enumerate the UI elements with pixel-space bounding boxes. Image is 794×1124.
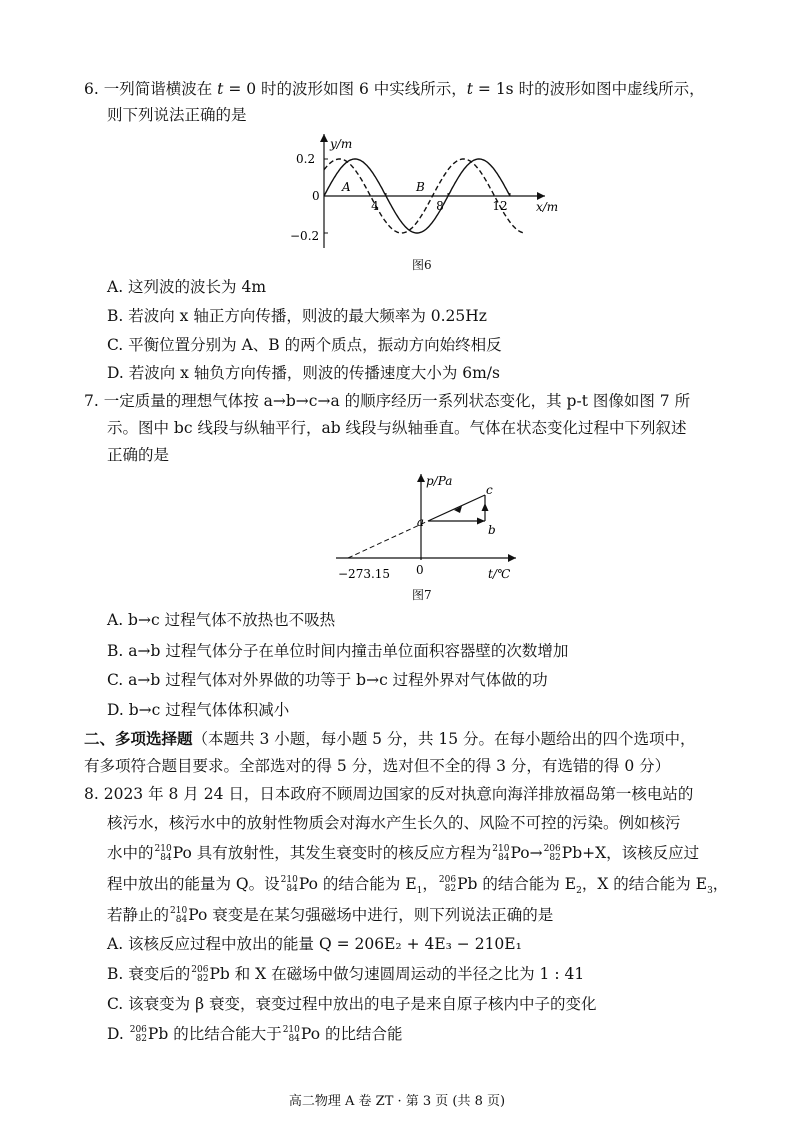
q7-option-c: C. a→b 过程气体对外界做的功等于 b→c 过程外界对气体做的功 bbox=[107, 671, 548, 689]
section-2-instructions: 有多项符合题目要求。全部选对的得 5 分，选对但不全的得 3 分，有选错的得 0 分） bbox=[84, 757, 671, 775]
q6-stem-line2: 则下列说法正确的是 bbox=[107, 106, 247, 124]
q7-option-a: A. b→c 过程气体不放热也不吸热 bbox=[107, 611, 336, 629]
point-label-c: c bbox=[486, 483, 493, 497]
po-nuclide-notation: 210 84 bbox=[282, 1025, 300, 1044]
q8-stem-line1: 8. 2023 年 8 月 24 日，日本政府不顾周边国家的反对执意向海洋排放福岛第一核电站的 bbox=[84, 785, 694, 803]
point-label-a: A bbox=[342, 180, 351, 194]
point-label-b: B bbox=[416, 180, 425, 194]
q7-stem-line2: 示。图中 bc 线段与纵轴平行，ab 线段与纵轴垂直。气体在状态变化过程中下列叙述 bbox=[107, 419, 687, 437]
q7-stem-line3: 正确的是 bbox=[107, 446, 170, 464]
q7-stem-line1: 7. 一定质量的理想气体按 a→b→c→a 的顺序经历一系列状态变化，其 p-t 图像如图 7 所 bbox=[84, 392, 691, 410]
x-tick-label: 4 bbox=[371, 199, 379, 213]
wave-axes bbox=[320, 134, 545, 248]
x-axis-label: t/℃ bbox=[488, 567, 511, 581]
page-footer: 高二物理 A 卷 ZT · 第 3 页 (共 8 页) bbox=[288, 1094, 506, 1109]
po-nuclide-notation: 210 84 bbox=[492, 844, 510, 863]
pb-nuclide-notation: 206 82 bbox=[438, 875, 457, 894]
x-tick-label: 12 bbox=[492, 199, 508, 213]
po-nuclide-notation: 210 84 bbox=[170, 906, 188, 925]
y-axis-label: y/m bbox=[330, 137, 353, 151]
x-axis-arrow-icon bbox=[537, 192, 545, 200]
y-tick-label: 0 bbox=[312, 189, 320, 203]
x-axis-label: x/m bbox=[536, 200, 559, 214]
x-tick-label: 8 bbox=[436, 199, 444, 213]
q6-stem-line1: 6. 一列简谐横波在 t = 0 时的波形如图 6 中实线所示，t = 1s 时的波形如图中虚线所示， bbox=[84, 80, 705, 98]
point-label-b: b bbox=[488, 523, 496, 537]
q6-option-d: D. 若波向 x 轴负方向传播，则波的传播速度大小为 6m/s bbox=[107, 364, 500, 382]
y-tick-label: 0.2 bbox=[296, 152, 316, 166]
pb-nuclide-notation: 206 82 bbox=[543, 844, 561, 863]
x-tick-label: 0 bbox=[416, 563, 424, 577]
q8-option-d: D. 206 82 Pb 的比结合能大于 210 84 Po 的比结合能 bbox=[107, 1025, 403, 1044]
y-axis-arrow-icon bbox=[417, 474, 425, 482]
q7-option-b: B. a→b 过程气体分子在单位时间内撞击单位面积容器壁的次数增加 bbox=[107, 642, 569, 660]
point-label-a: a bbox=[416, 515, 424, 529]
q6-option-a: A. 这列波的波长为 4m bbox=[107, 278, 267, 296]
q8-stem-line5: 若静止的 210 84 Po 衰变是在某匀强磁场中进行，则下列说法正确的是 bbox=[107, 906, 554, 925]
arrow-a-to-b-icon bbox=[477, 518, 485, 525]
arrow-b-to-c-icon bbox=[482, 503, 489, 511]
figure-6-wave-chart bbox=[290, 130, 570, 255]
pb-nuclide-notation: 206 82 bbox=[129, 1025, 147, 1044]
y-tick-label: −0.2 bbox=[290, 229, 320, 243]
y-axis-arrow-icon bbox=[320, 134, 328, 142]
y-axis-label: p/Pa bbox=[426, 474, 453, 488]
q8-option-b: B. 衰变后的 206 82 Pb 和 X 在磁场中做匀速圆周运动的半径之比为 1 : 41 bbox=[107, 965, 585, 984]
q8-stem-line2: 核污水，核污水中的放射性物质会对海水产生长久的、风险不可控的污染。例如核污 bbox=[107, 814, 681, 832]
po-nuclide-notation: 210 84 bbox=[280, 875, 298, 894]
q8-stem-line4: 程中放出的能量为 Q。设 210 84 Po 的结合能为 $E_1$， 206 82 Pb 的结合能为 $E_2$，X 的结合能为 $E_3$， bbox=[107, 875, 729, 897]
section-2-title: 二、多项选择题 bbox=[84, 729, 193, 748]
x-axis-arrow-icon bbox=[508, 554, 516, 562]
figure-7-caption: 图7 bbox=[412, 588, 432, 602]
figure-6-caption: 图6 bbox=[412, 258, 432, 272]
pb-nuclide-notation: 206 82 bbox=[191, 965, 209, 984]
q7-option-d: D. b→c 过程气体体积减小 bbox=[107, 701, 290, 719]
x-tick-label: −273.15 bbox=[338, 567, 391, 581]
q6-option-b: B. 若波向 x 轴正方向传播，则波的最大频率为 0.25Hz bbox=[107, 307, 487, 325]
po-nuclide-notation: 210 84 bbox=[154, 844, 172, 863]
line-ca bbox=[428, 495, 485, 521]
q6-option-c: C. 平衡位置分别为 A、B 的两个质点，振动方向始终相反 bbox=[107, 336, 502, 354]
q8-option-a: A. 该核反应过程中放出的能量 Q = 206E₂ + 4E₃ − 210E₁ bbox=[107, 935, 522, 953]
q8-stem-line3: 水中的 210 84 Po 具有放射性，其发生衰变时的核反应方程为 210 84 Po→ 206 82 Pb+X，该核反应过 bbox=[107, 844, 700, 863]
q8-option-c: C. 该衰变为 β 衰变，衰变过程中放出的电子是来自原子核内中子的变化 bbox=[107, 995, 597, 1013]
section-2-heading: 二、多项选择题（本题共 3 小题，每小题 5 分，共 15 分。在每小题给出的四个选项中， bbox=[84, 729, 696, 748]
figure-7-pt-chart bbox=[330, 468, 530, 583]
